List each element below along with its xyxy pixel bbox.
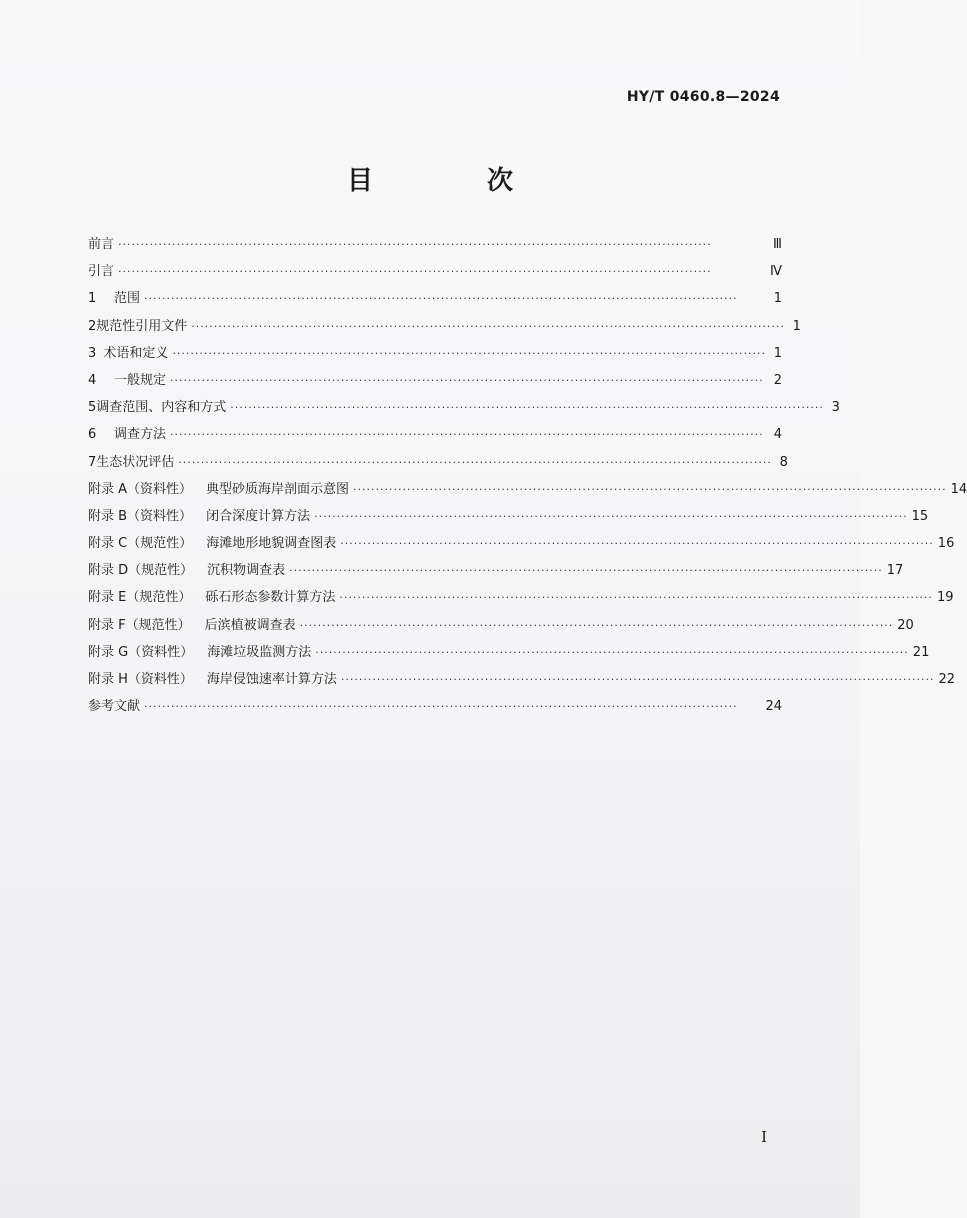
toc-entry-number: 5 bbox=[88, 400, 97, 416]
toc-entry-4[interactable] bbox=[88, 369, 782, 396]
toc-entry-prefix: 附录 C（规范性） bbox=[88, 536, 193, 552]
toc-entry-bibliography[interactable] bbox=[88, 695, 782, 722]
toc-entry-label: 规范性引用文件 bbox=[96, 318, 188, 334]
toc-entry-page: 4 bbox=[773, 427, 782, 443]
toc-entry-label: 范围 bbox=[114, 291, 141, 307]
toc-entry-number: 6 bbox=[88, 427, 97, 443]
toc-title: 目 次 bbox=[346, 166, 557, 196]
toc-entry-page: 19 bbox=[936, 590, 954, 606]
toc-entry-appendix-d[interactable] bbox=[88, 559, 904, 586]
toc-entry-page: 2 bbox=[773, 372, 782, 388]
toc-entry-label: 参考文献 bbox=[88, 699, 141, 715]
toc-entry-number: 1 bbox=[88, 291, 97, 307]
toc-entry-label: 调查范围、内容和方式 bbox=[96, 400, 227, 416]
toc-entry-7[interactable] bbox=[88, 451, 788, 478]
toc-entry-page: 3 bbox=[831, 400, 840, 416]
toc-entry-appendix-f[interactable] bbox=[88, 614, 914, 641]
toc-entry-prefix: 附录 B（资料性） bbox=[88, 508, 193, 524]
toc-entry-prefix: 附录 A（资料性） bbox=[88, 481, 193, 497]
toc-entry-number: 2 bbox=[88, 318, 97, 334]
toc-entry-appendix-c[interactable] bbox=[88, 532, 955, 559]
dot-leader: ···································································································································· bbox=[340, 673, 935, 686]
toc-entry-appendix-h[interactable] bbox=[88, 668, 956, 695]
toc-entry-page: 1 bbox=[773, 291, 782, 307]
toc-entry-page: Ⅲ bbox=[773, 237, 782, 252]
toc-entry-label: 术语和定义 bbox=[103, 345, 169, 361]
toc-entry-2[interactable] bbox=[88, 315, 801, 342]
toc-entry-prefix: 附录 D（规范性） bbox=[88, 563, 194, 579]
toc-entry-label: 引言 bbox=[88, 264, 115, 280]
toc-entry-label: 调查方法 bbox=[114, 427, 167, 443]
dot-leader: ···································································································································· bbox=[353, 482, 947, 496]
toc-entry-appendix-a[interactable] bbox=[88, 478, 967, 505]
dot-leader: ···································································································································· bbox=[172, 346, 766, 360]
dot-leader: ···································································································································· bbox=[178, 455, 772, 469]
dot-leader: ···································································································································· bbox=[144, 700, 738, 714]
dot-leader: ···································································································································· bbox=[315, 645, 909, 659]
toc-entry-page: 17 bbox=[886, 563, 904, 579]
dot-leader: ···································································································································· bbox=[299, 618, 894, 632]
toc-entry-number: 7 bbox=[88, 454, 97, 470]
toc-entry-prefix: 附录 G（资料性） bbox=[88, 644, 194, 660]
toc-entry-label: 典型砂质海岸剖面示意图 bbox=[206, 481, 350, 497]
toc-entry-page: 1 bbox=[792, 318, 801, 334]
toc-entry-label: 一般规定 bbox=[114, 372, 167, 388]
toc-entry-page: 15 bbox=[911, 508, 929, 524]
toc-entry-page: Ⅳ bbox=[770, 264, 782, 280]
toc-entry-page: 24 bbox=[765, 699, 782, 715]
toc-entry-label: 海岸侵蚀速率计算方法 bbox=[206, 672, 337, 687]
toc-entry-page: 21 bbox=[912, 644, 930, 660]
standard-code: HY/T 0460.8—2024 bbox=[626, 89, 780, 105]
dot-leader: ···································································································································· bbox=[118, 238, 712, 251]
toc-entry-label: 生态状况评估 bbox=[96, 454, 175, 470]
toc-entry-label: 砾石形态参数计算方法 bbox=[205, 590, 336, 606]
toc-entry-page: 22 bbox=[938, 672, 956, 687]
toc-entry-label: 海滩垃圾监测方法 bbox=[207, 644, 312, 660]
toc-entry-page: 8 bbox=[779, 454, 788, 470]
toc-entry-label: 海滩地形地貌调查图表 bbox=[206, 536, 337, 552]
toc-entry-prefix: 附录 F（规范性） bbox=[88, 617, 191, 633]
toc-entry-appendix-e[interactable] bbox=[88, 586, 954, 613]
dot-leader: ···································································································································· bbox=[170, 428, 764, 442]
dot-leader: ···································································································································· bbox=[144, 292, 738, 306]
toc-entry-3[interactable] bbox=[88, 342, 782, 369]
toc-entry-page: 1 bbox=[773, 345, 782, 361]
dot-leader: ···································································································································· bbox=[230, 401, 824, 415]
toc-entry-label: 后滨植被调查表 bbox=[204, 617, 296, 633]
toc-entry-label: 闭合深度计算方法 bbox=[206, 508, 311, 524]
toc-entry-appendix-g[interactable] bbox=[88, 641, 930, 668]
toc-entry-appendix-b[interactable] bbox=[88, 505, 929, 532]
toc-entry-foreword[interactable] bbox=[88, 233, 782, 260]
toc-entry-prefix: 附录 E（规范性） bbox=[88, 590, 192, 606]
toc-entry-5[interactable] bbox=[88, 396, 840, 423]
toc-entry-number: 3 bbox=[88, 345, 97, 361]
table-of-contents bbox=[88, 233, 967, 722]
toc-entry-page: 16 bbox=[937, 536, 955, 552]
toc-entry-page: 14 bbox=[950, 481, 967, 497]
page-number: I bbox=[761, 1128, 767, 1146]
toc-entry-6[interactable] bbox=[88, 423, 782, 450]
toc-entry-prefix: 附录 H（资料性） bbox=[88, 672, 193, 687]
dot-leader: ···································································································································· bbox=[118, 265, 712, 279]
toc-entry-1[interactable] bbox=[88, 287, 782, 314]
toc-entry-number: 4 bbox=[88, 372, 97, 388]
dot-leader: ···································································································································· bbox=[289, 564, 883, 578]
dot-leader: ···································································································································· bbox=[191, 319, 785, 333]
dot-leader: ···································································································································· bbox=[170, 373, 764, 387]
toc-entry-page: 20 bbox=[897, 617, 914, 633]
toc-entry-label: 沉积物调查表 bbox=[207, 563, 286, 579]
toc-entry-introduction[interactable] bbox=[88, 260, 782, 287]
toc-entry-label: 前言 bbox=[88, 237, 115, 252]
dot-leader: ···································································································································· bbox=[314, 509, 908, 523]
dot-leader: ···································································································································· bbox=[340, 537, 934, 551]
dot-leader: ···································································································································· bbox=[339, 591, 933, 605]
